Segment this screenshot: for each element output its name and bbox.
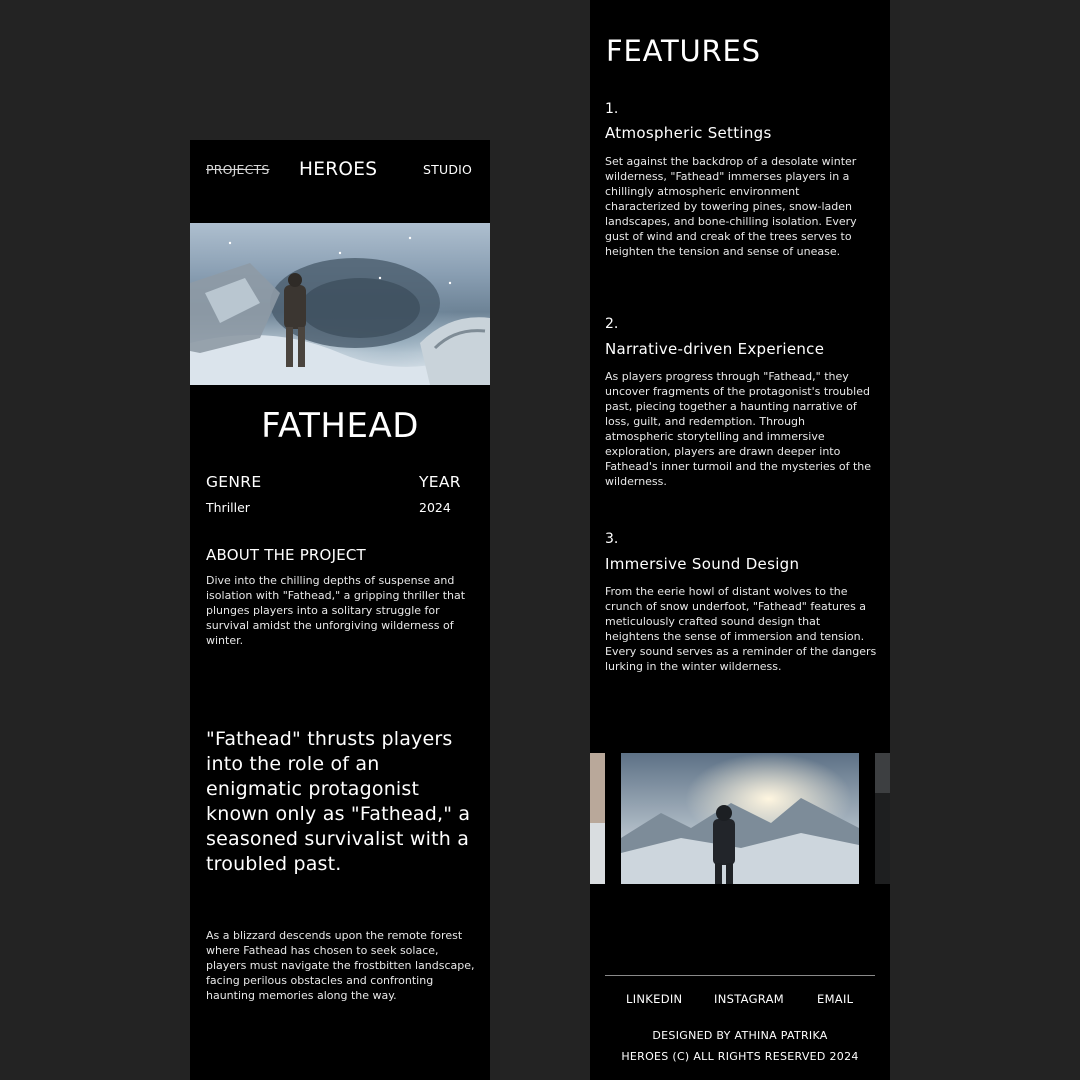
about-text: Dive into the chilling depths of suspense and isolation with "Fathead," a gripping thriller that plunges players into a solitary struggle for survival amidst the unforgiving wilderness of winter.	[206, 574, 466, 647]
genre-label: GENRE	[206, 473, 262, 491]
footer-link-instagram[interactable]: INSTAGRAM	[714, 992, 785, 1006]
pull-quote: "Fathead" thrusts players into the role of an enigmatic protagonist known only as "Fathead," a seasoned survivalist with a troubled past.	[206, 728, 471, 875]
feature-text: As players progress through "Fathead," they uncover fragments of the protagonist's troubled past, piecing together a haunting narrative of loss, guilt, and redemption. Through atmospheric storytelling and immersive exploration, players are drawn deeper into Fathead's inner turmoil and the mysteries of the wilderness.	[605, 370, 872, 488]
feature-title: Immersive Sound Design	[605, 555, 800, 573]
year-value: 2024	[419, 500, 451, 515]
brand-logo-text[interactable]: HEROES	[299, 159, 378, 180]
feature-number: 2.	[605, 316, 619, 332]
year-label: YEAR	[419, 473, 461, 491]
nav-projects-link[interactable]: PROJECTS	[206, 162, 270, 177]
project-title: FATHEAD	[261, 406, 419, 446]
feature-title: Atmospheric Settings	[605, 124, 772, 142]
designer-credit: DESIGNED BY ATHINA PATRIKA	[652, 1029, 828, 1042]
gallery-image-prev[interactable]	[590, 753, 605, 884]
gallery-image-current[interactable]	[621, 753, 859, 884]
gallery-image-next[interactable]	[875, 753, 890, 884]
footer-link-email[interactable]: EMAIL	[817, 992, 854, 1006]
footer-link-linkedin[interactable]: LINKEDIN	[626, 992, 683, 1006]
feature-text: From the eerie howl of distant wolves to the crunch of snow underfoot, "Fathead" features a meticulously crafted sound design that heightens the sense of immersion and tension. Every sound serves as a reminder of the dangers lurking in the winter wilderness.	[605, 585, 877, 673]
footer-divider	[605, 975, 875, 976]
about-heading: ABOUT THE PROJECT	[206, 546, 366, 564]
hero-image	[190, 223, 490, 385]
feature-number: 1.	[605, 101, 619, 117]
feature-title: Narrative-driven Experience	[605, 340, 825, 358]
feature-number: 3.	[605, 531, 619, 547]
nav-studio-link[interactable]: STUDIO	[423, 162, 473, 177]
copyright-text: HEROES (C) ALL RIGHTS RESERVED 2024	[621, 1050, 859, 1063]
features-heading: FEATURES	[606, 34, 761, 68]
project-page-panel	[190, 140, 490, 1080]
feature-text: Set against the backdrop of a desolate winter wilderness, "Fathead" immerses players in a chillingly atmospheric environment characterized by towering pines, snow-laden landscapes, and bone-chilling isolation. Every gust of wind and creak of the trees serves to heighten the tension and sense of unease.	[605, 155, 857, 258]
genre-value: Thriller	[206, 500, 250, 515]
story-text: As a blizzard descends upon the remote forest where Fathead has chosen to seek solace, players must navigate the frostbitten landscape, facing perilous obstacles and confronting haunting memories along the way.	[206, 929, 475, 1002]
features-page-panel	[590, 0, 890, 1080]
